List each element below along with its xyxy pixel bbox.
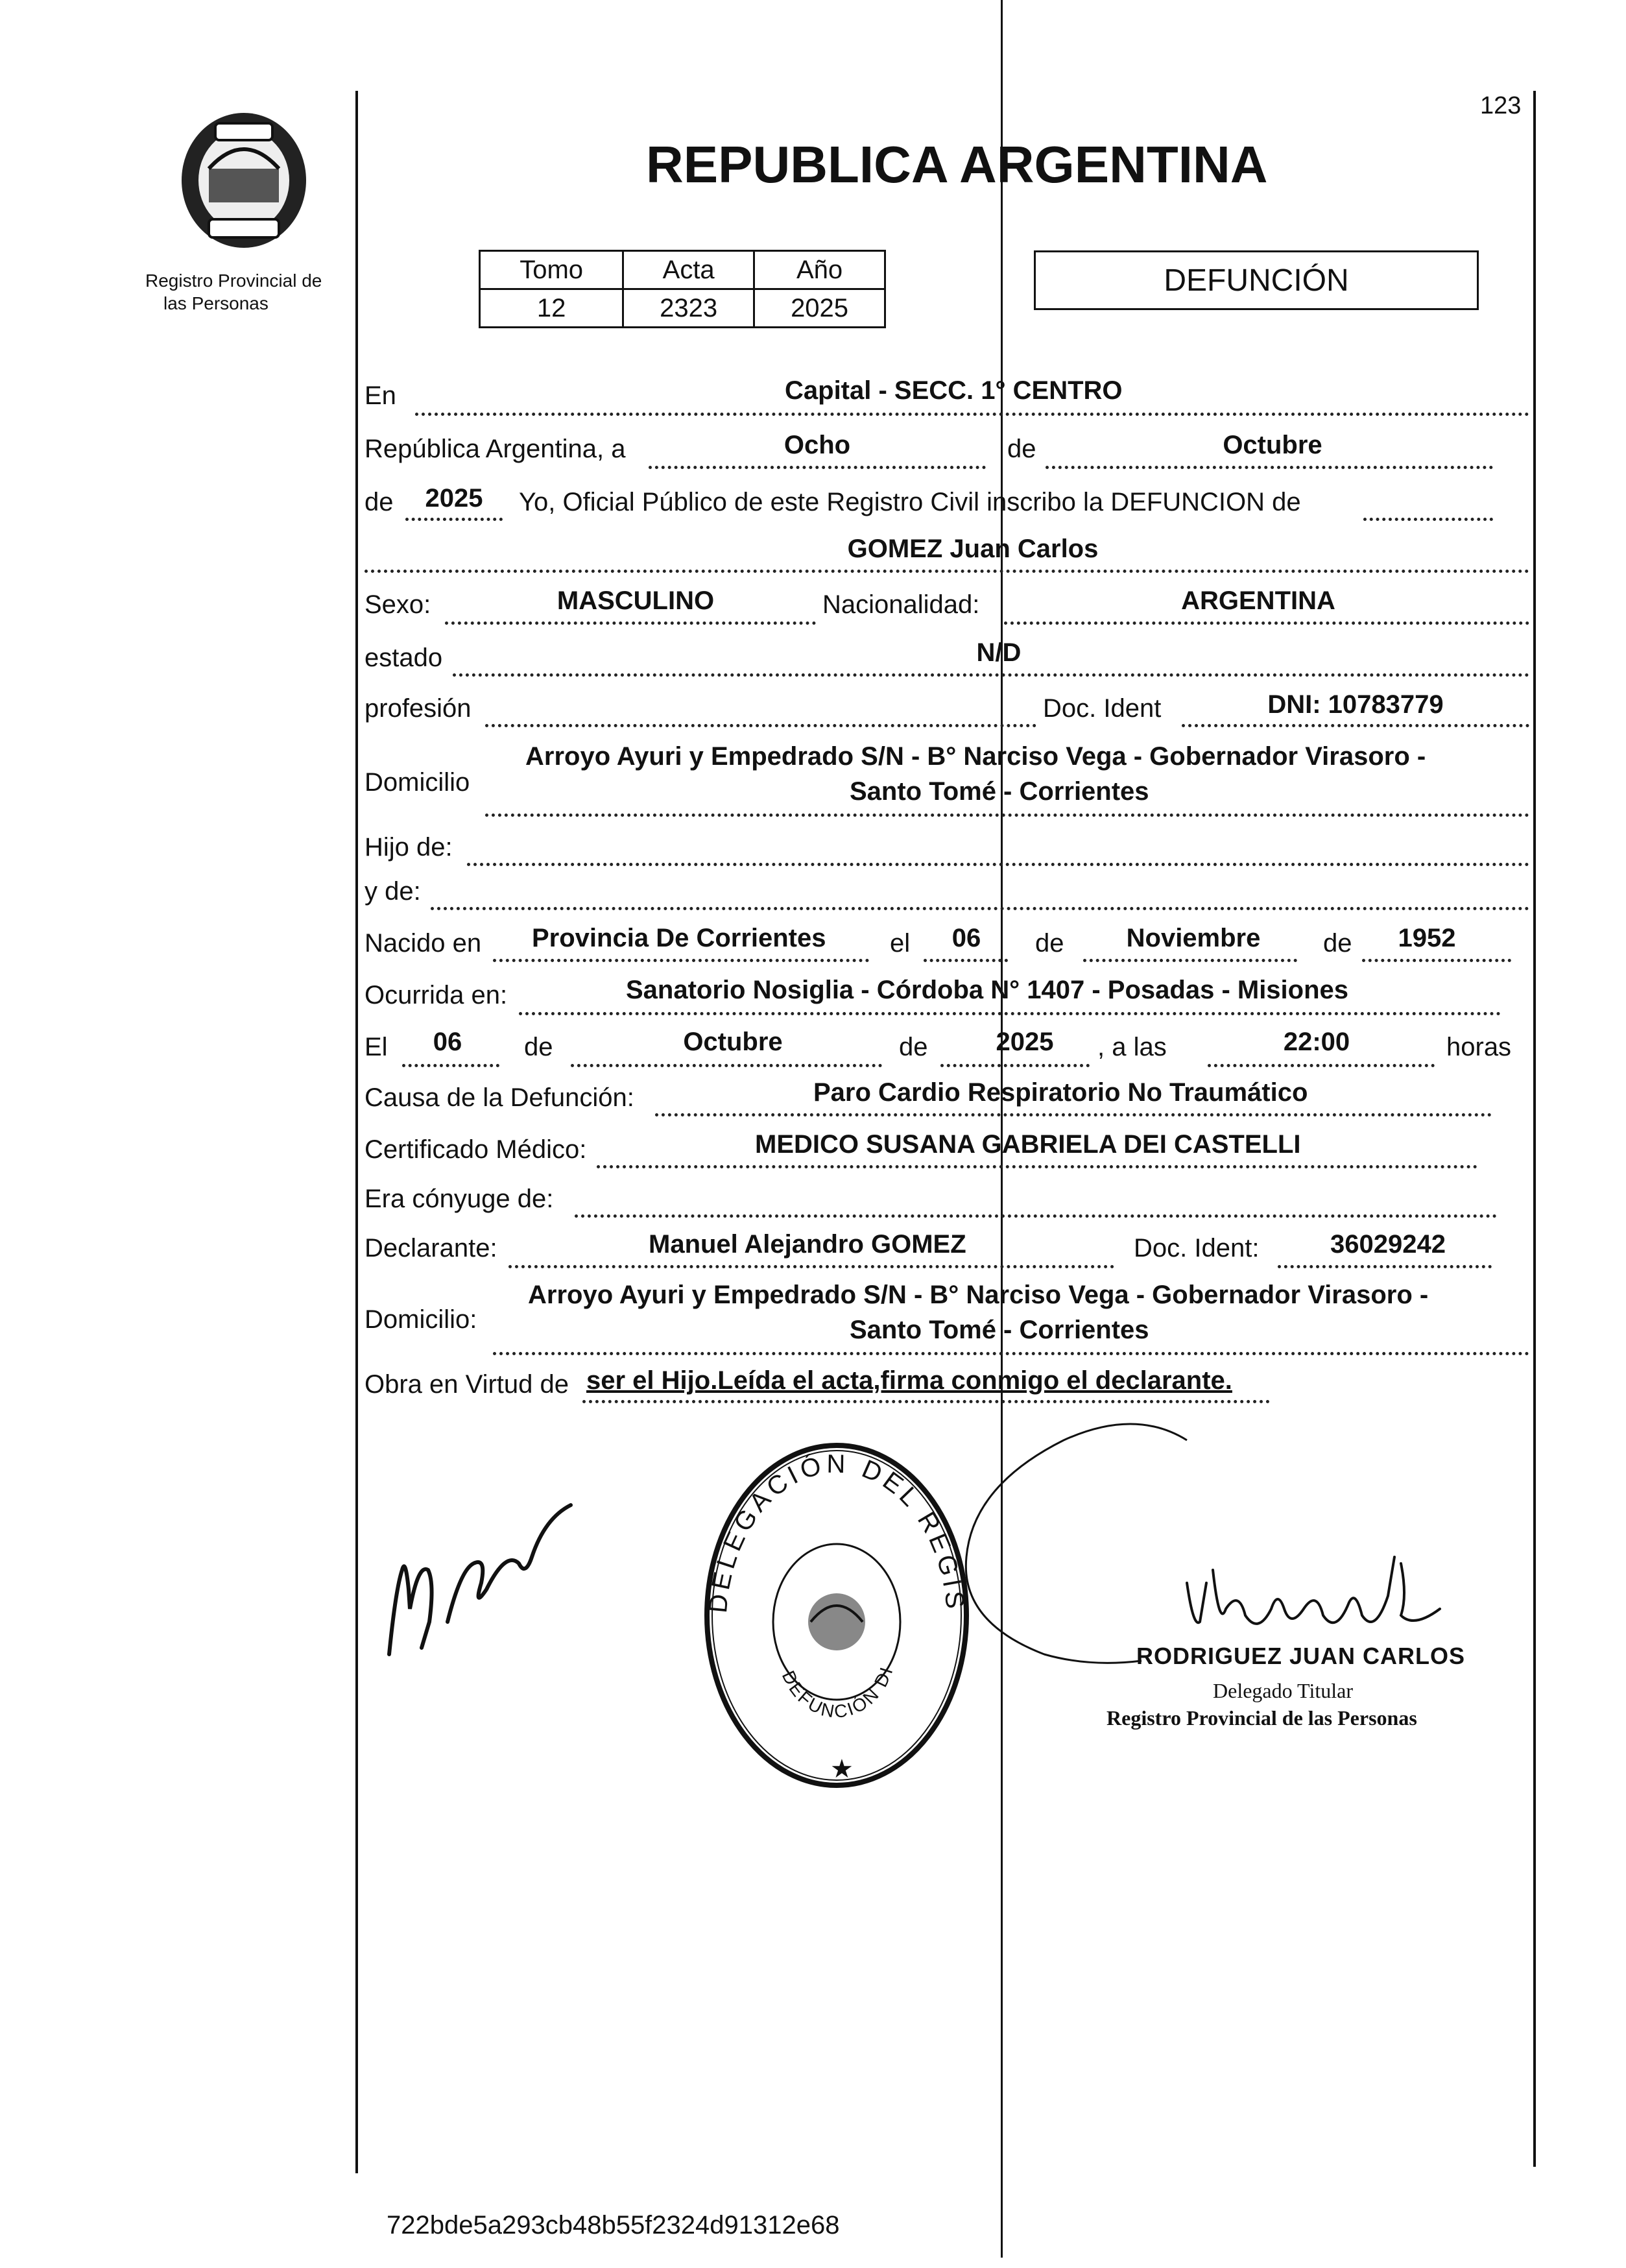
declarante-value: Manuel Alejandro GOMEZ xyxy=(649,1230,966,1259)
header-tomo: Tomo xyxy=(480,251,623,289)
birth-day-line xyxy=(924,959,1008,962)
deceased-name-line xyxy=(365,570,1529,573)
obra-label: Obra en Virtud de xyxy=(365,1370,569,1399)
misiones-seal-icon xyxy=(170,104,318,253)
de-label-1: de xyxy=(1007,435,1036,463)
signature-loop xyxy=(947,1414,1219,1674)
death-day-value: 06 xyxy=(433,1028,462,1056)
nacido-value: Provincia De Corrientes xyxy=(532,924,826,952)
de-label-4: de xyxy=(1323,929,1352,958)
record-table xyxy=(479,250,886,328)
de-label-5: de xyxy=(524,1033,553,1061)
deceased-name-value: GOMEZ Juan Carlos xyxy=(847,535,1099,563)
birth-year-value: 1952 xyxy=(1398,924,1456,952)
official-office: Registro Provincial de las Personas xyxy=(1106,1706,1417,1730)
nacionalidad-value: ARGENTINA xyxy=(1181,586,1335,615)
republica-label: República Argentina, a xyxy=(365,435,626,463)
declarante-line xyxy=(508,1265,1114,1268)
certificado-value: MEDICO SUSANA GABRIELA DEI CASTELLI xyxy=(755,1130,1301,1159)
day-word-value: Ocho xyxy=(783,431,851,459)
registry-line-2: las Personas xyxy=(163,293,269,313)
declarante-doc-line xyxy=(1278,1265,1492,1268)
domicilio-label: Domicilio xyxy=(365,768,470,797)
causa-value: Paro Cardio Respiratorio No Traumático xyxy=(813,1078,1308,1107)
page-number: 123 xyxy=(1480,92,1522,119)
inscribo-line xyxy=(1363,518,1493,521)
en-value: Capital - SECC. 1° CENTRO xyxy=(785,376,1123,405)
causa-line xyxy=(655,1113,1492,1116)
declarante-doc-label: Doc. Ident: xyxy=(1134,1234,1260,1262)
certificado-line xyxy=(597,1165,1477,1168)
profesion-line xyxy=(485,724,1036,727)
death-day-line xyxy=(402,1064,499,1067)
nacionalidad-label: Nacionalidad: xyxy=(822,590,980,619)
domicilio-line xyxy=(485,814,1529,817)
domicilio2-line-1: Arroyo Ayuri y Empedrado S/N - B° Narciso Vega - Gobernador Virasoro - xyxy=(528,1281,1429,1309)
day-word-line xyxy=(649,466,986,469)
y-de-label: y de: xyxy=(365,877,421,906)
declarante-doc-value: 36029242 xyxy=(1330,1230,1446,1259)
month-line xyxy=(1046,466,1493,469)
death-time-line xyxy=(1208,1064,1435,1067)
nacionalidad-line xyxy=(1004,621,1529,625)
death-year-value: 2025 xyxy=(996,1028,1054,1056)
hijo-de-line xyxy=(467,863,1529,866)
official-signature xyxy=(1180,1544,1466,1648)
domicilio2-label: Domicilio: xyxy=(365,1305,477,1334)
document-hash: 722bde5a293cb48b55f2324d91312e68 xyxy=(387,2211,840,2239)
horas-label: horas xyxy=(1446,1033,1512,1061)
en-line xyxy=(415,413,1529,416)
en-label: En xyxy=(365,381,396,410)
obra-value: ser el Hijo.Leída el acta,firma conmigo el declarante. xyxy=(586,1366,1232,1395)
a-las-label: , a las xyxy=(1097,1033,1167,1061)
value-anio: 2025 xyxy=(754,289,885,328)
y-de-line xyxy=(431,907,1529,910)
page-title: REPUBLICA ARGENTINA xyxy=(646,136,1268,193)
birth-month-line xyxy=(1083,959,1297,962)
domicilio-line-1: Arroyo Ayuri y Empedrado S/N - B° Narciso Vega - Gobernador Virasoro - xyxy=(525,742,1426,771)
death-month-value: Octubre xyxy=(683,1028,783,1056)
certificado-label: Certificado Médico: xyxy=(365,1135,587,1164)
declarante-label: Declarante: xyxy=(365,1234,497,1262)
sexo-value: MASCULINO xyxy=(556,586,715,615)
record-type-box: DEFUNCIÓN xyxy=(1034,250,1479,310)
ocurrida-value: Sanatorio Nosiglia - Córdoba N° 1407 - Posadas - Misiones xyxy=(626,976,1349,1004)
profesion-label: profesión xyxy=(365,694,472,723)
official-name: RODRIGUEZ JUAN CARLOS xyxy=(1136,1643,1466,1669)
domicilio2-line xyxy=(493,1352,1529,1355)
declarant-signature xyxy=(370,1492,590,1661)
estado-line xyxy=(453,673,1529,677)
de-label-3: de xyxy=(1035,929,1064,958)
header-anio: Año xyxy=(754,251,885,289)
hijo-de-label: Hijo de: xyxy=(365,833,453,862)
svg-text:DELEGACIÓN DEL REGISTRO DE LAS xyxy=(687,1427,970,1614)
de-label-6: de xyxy=(899,1033,928,1061)
birth-month-value: Noviembre xyxy=(1126,924,1261,952)
registry-line-1: Registro Provincial de xyxy=(145,271,322,291)
center-fold-line xyxy=(1001,0,1003,2258)
conyuge-label: Era cónyuge de: xyxy=(365,1185,554,1213)
el-label: el xyxy=(890,929,911,958)
de-label-2: de xyxy=(365,488,394,516)
value-tomo: 12 xyxy=(480,289,623,328)
value-acta: 2323 xyxy=(623,289,754,328)
doc-ident-label: Doc. Ident xyxy=(1043,694,1162,723)
birth-year-line xyxy=(1362,959,1511,962)
birth-day-value: 06 xyxy=(951,924,981,952)
death-month-line xyxy=(571,1064,882,1067)
sexo-label: Sexo: xyxy=(365,590,431,619)
conyuge-line xyxy=(575,1214,1497,1218)
official-role: Delegado Titular xyxy=(1213,1679,1353,1702)
doc-ident-line xyxy=(1182,724,1529,727)
estado-label: estado xyxy=(365,644,443,672)
el-cap-label: El xyxy=(365,1033,388,1061)
registry-stamp xyxy=(687,1427,986,1791)
estado-value: N/D xyxy=(976,638,1022,667)
domicilio2-line-2: Santo Tomé - Corrientes xyxy=(850,1316,1149,1344)
sexo-line xyxy=(445,621,816,625)
ocurrida-line xyxy=(519,1012,1501,1015)
stamp-outer-text: DELEGACIÓN DEL REGIS xyxy=(703,1449,970,1615)
doc-ident-value: DNI: 10783779 xyxy=(1267,690,1444,719)
header-acta: Acta xyxy=(623,251,754,289)
month-value: Octubre xyxy=(1223,431,1322,459)
domicilio-line-2: Santo Tomé - Corrientes xyxy=(850,777,1149,806)
death-year-line xyxy=(940,1064,1090,1067)
left-margin-line xyxy=(355,91,358,2173)
causa-label: Causa de la Defunción: xyxy=(365,1083,634,1112)
death-time-value: 22:00 xyxy=(1283,1028,1350,1056)
year-value: 2025 xyxy=(425,484,483,513)
year-line xyxy=(405,518,503,521)
nacido-line xyxy=(493,959,869,962)
ocurrida-label: Ocurrida en: xyxy=(365,981,508,1009)
nacido-label: Nacido en xyxy=(365,929,482,958)
right-margin-line xyxy=(1533,91,1536,2167)
svg-text:★: ★ xyxy=(830,1755,854,1783)
obra-line xyxy=(582,1400,1270,1403)
inscribo-text: Yo, Oficial Público de este Registro Civil inscribo la DEFUNCION de xyxy=(519,488,1301,516)
stamp-inner-text: DEFUNCIÓN DI xyxy=(778,1663,898,1722)
